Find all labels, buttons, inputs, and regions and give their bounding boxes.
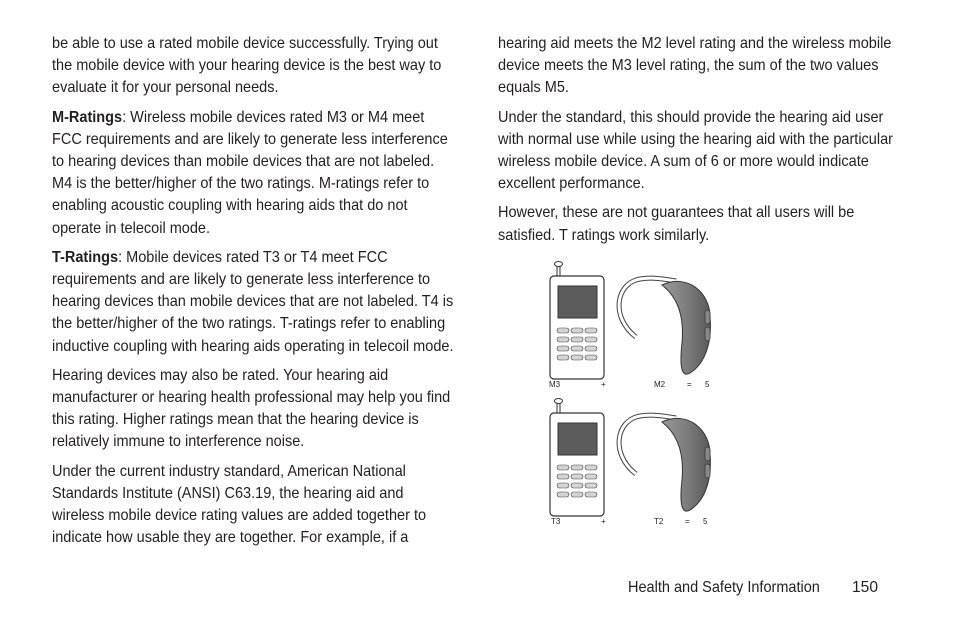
- left-column: [52, 33, 452, 556]
- rating-illustration-svg: [540, 255, 740, 540]
- footer-section-title: Health and Safety Information: [628, 579, 820, 596]
- plus-sign: +: [601, 380, 606, 389]
- plus-sign: +: [601, 517, 606, 526]
- t-ratings-text: : Mobile devices rated T3 or T4 meet FCC requirements and are likely to generate less interference to hearing devices than mobile devices that are not labeled. T4 is the better/higher of the two ratings. T-ratings refer to enabling inductive coupling with hearing aids operating in telecoil mode.: [52, 248, 454, 355]
- paragraph-m-ratings: [52, 107, 454, 240]
- phone-rating-label: M3: [549, 380, 561, 389]
- rating-illustration: [540, 255, 740, 540]
- page-number: 150: [852, 579, 879, 596]
- sum-value: 5: [705, 380, 710, 389]
- hearing-aid-rating-label: T2: [654, 517, 664, 526]
- paragraph-hearing-devices: Hearing devices may also be rated. Your hearing aid manufacturer or hearing health professional may help you find this rating. Higher ratings mean that the hearing device is relatively immune to interference noise.: [52, 366, 451, 451]
- equals-sign: =: [685, 517, 690, 526]
- hearing-aid-icon: [619, 278, 710, 374]
- hearing-aid-icon: [619, 415, 710, 511]
- paragraph-m2-example: hearing aid meets the M2 level rating and the wireless mobile device meets the M3 level rating, the sum of the two values equals M5.: [498, 35, 892, 97]
- paragraph-intro: be able to use a rated mobile device successfully. Trying out the mobile device with your hearing device is the best way to evaluate it for your personal needs.: [52, 35, 442, 97]
- paragraph-t-ratings: [52, 247, 454, 358]
- m-ratings-text: : Wireless mobile devices rated M3 or M4 meet FCC requirements and are likely to generate less interference to hearing devices than mobile devices that are not labeled. M4 is the better/higher of the two ratings. M-ratings refer to enabling acoustic coupling with hearing aids that do not operate in telecoil mode.: [52, 108, 448, 237]
- paragraph-guarantees: However, these are not guarantees that all users will be satisfied. T ratings work similarly.: [498, 204, 855, 244]
- term-m-ratings: M-Ratings: [52, 108, 123, 126]
- mobile-phone-icon: [550, 262, 604, 380]
- right-column: [498, 33, 898, 254]
- phone-rating-label: T3: [551, 517, 561, 526]
- term-t-ratings: T-Ratings: [52, 248, 119, 266]
- paragraph-standard-use: Under the standard, this should provide the hearing aid user with normal use while using the hearing aid with the particular wireless mobile device. A sum of 6 or more would indicate excellent performance.: [498, 108, 894, 193]
- sum-value: 5: [703, 517, 708, 526]
- equals-sign: =: [687, 380, 692, 389]
- hearing-aid-rating-label: M2: [654, 380, 666, 389]
- mobile-phone-icon: [550, 399, 604, 517]
- paragraph-ansi-standard: Under the current industry standard, American National Standards Institute (ANSI) C63.19, the hearing aid and wireless mobile device rating values are added together to indicate how usable they are together. For example, if a: [52, 462, 427, 547]
